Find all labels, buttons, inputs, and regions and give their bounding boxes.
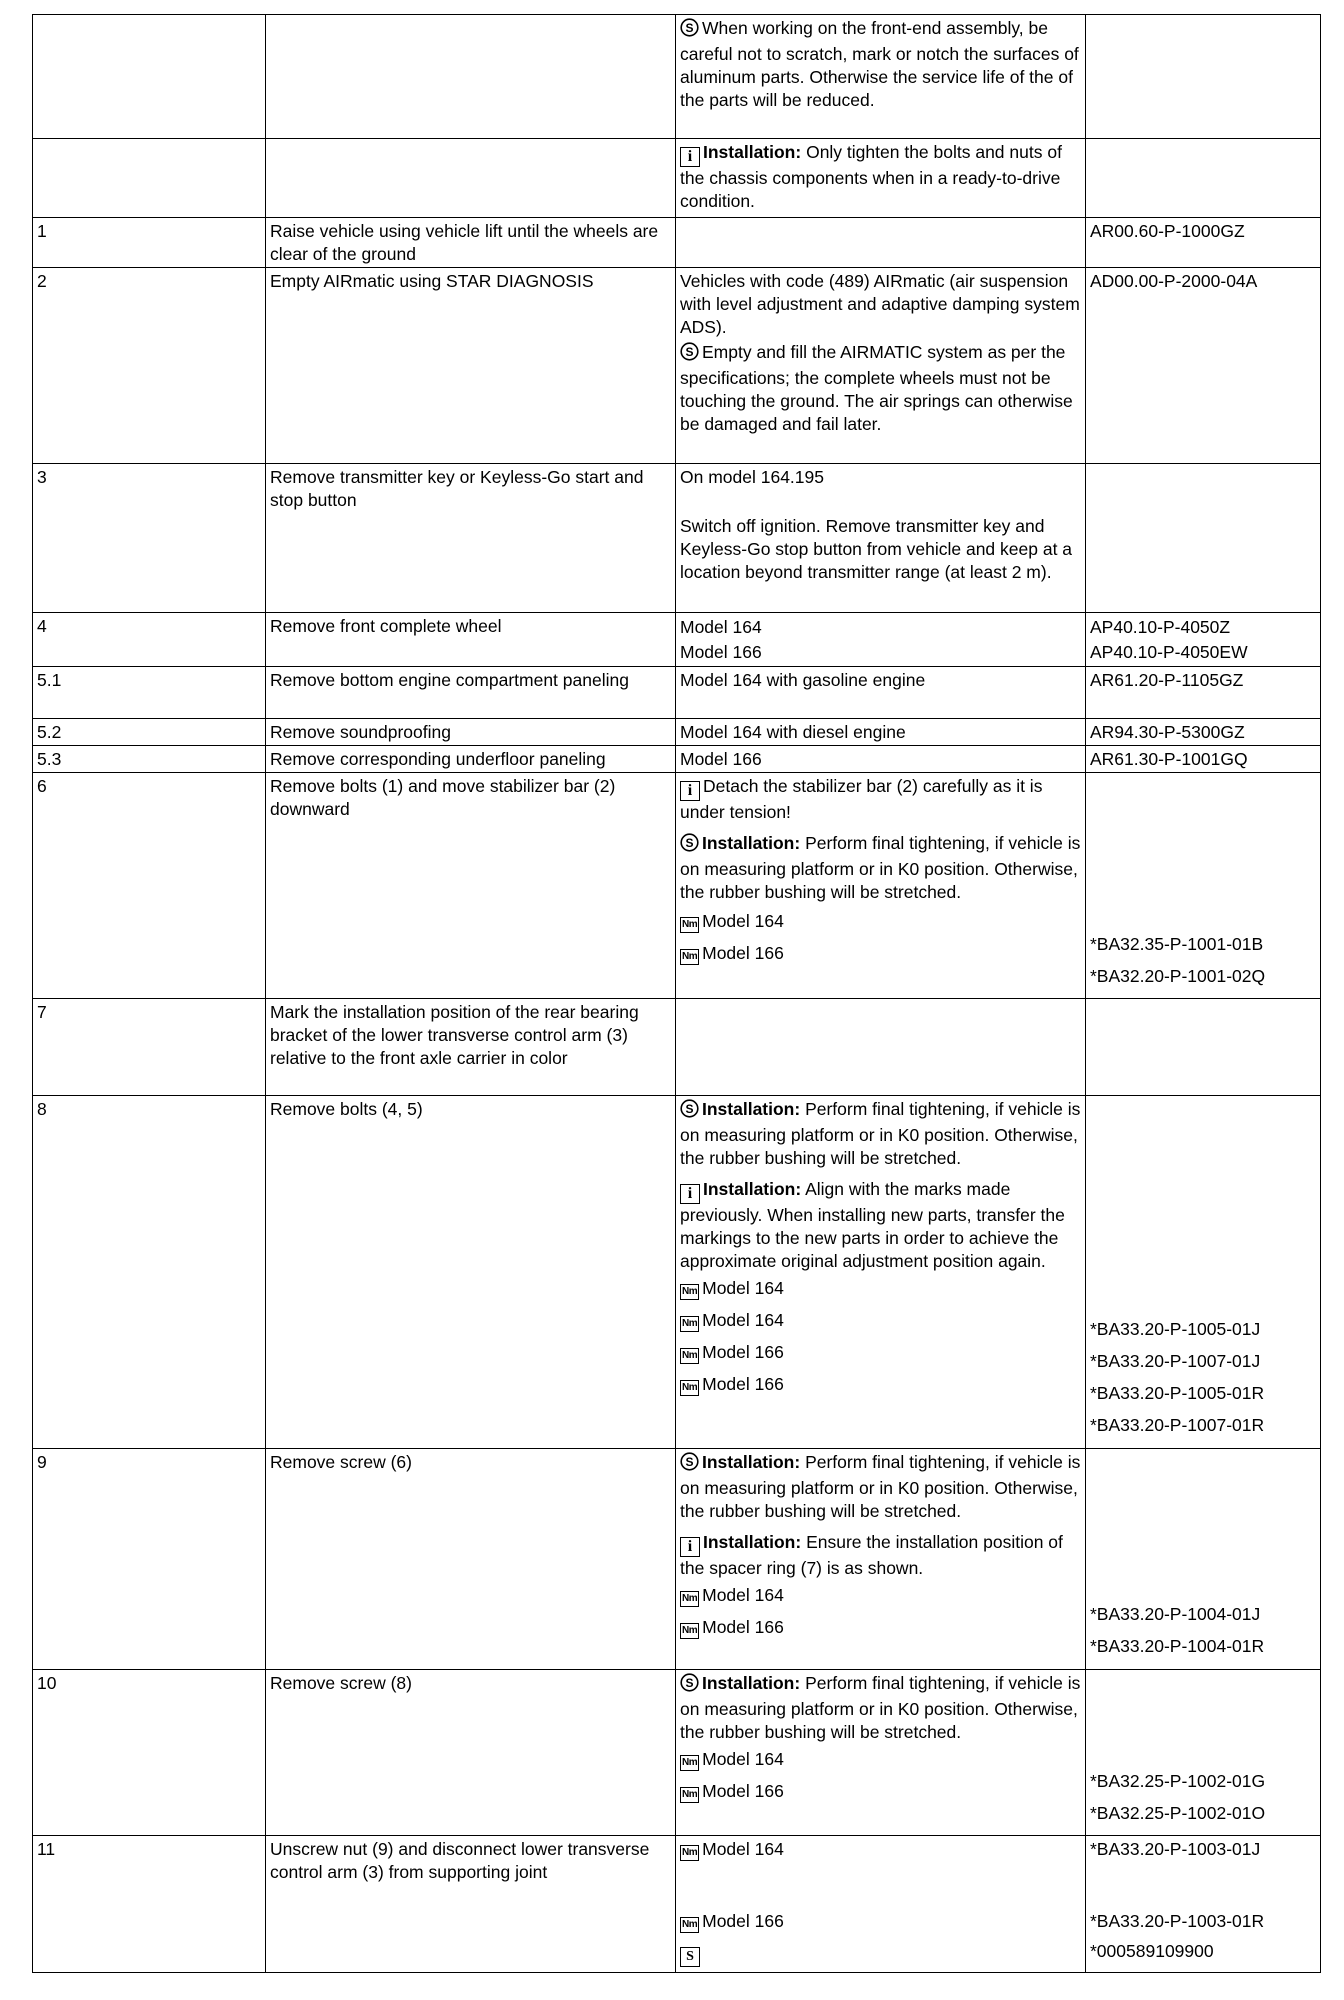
action-cell: Remove screw (6) (266, 1449, 676, 1670)
ref-cell (1086, 773, 1321, 999)
note-text: Empty and fill the AIRMATIC system as per the specifications; the complete wheels must not be touching the ground. The air springs can otherwise be damaged and fail later. (680, 342, 1073, 434)
action-cell: Remove front complete wheel (266, 613, 676, 667)
caution-icon (680, 342, 699, 367)
ref-cell (1086, 464, 1321, 613)
torque-icon: Nm (680, 1917, 699, 1933)
step-cell: 10 (33, 1670, 266, 1836)
table-row (33, 1836, 1321, 1973)
table-row (33, 1096, 1321, 1449)
step-cell: 5.1 (33, 667, 266, 719)
notes-cell (676, 139, 1086, 218)
notes-cell (676, 1449, 1086, 1670)
ref-cell (1086, 1836, 1321, 1973)
condition-text: Switch off ignition. Remove transmitter key and Keyless-Go stop button from vehicle and keep at a location beyond transmitter range (at least 2 m). (680, 516, 1073, 582)
torque-icon: Nm (680, 949, 699, 965)
note-label: Installation: (702, 833, 801, 853)
step-cell: 2 (33, 268, 266, 464)
model-text: Model 164 (702, 1310, 784, 1330)
table-row (33, 613, 1321, 667)
step-cell: 1 (33, 218, 266, 268)
ref-text: *BA33.20-P-1003-01R (1090, 1911, 1265, 1931)
info-icon: i (680, 147, 700, 167)
ref-cell: AD00.00-P-2000-04A (1086, 268, 1321, 464)
note-label: Installation: (702, 1673, 801, 1693)
step-cell (33, 139, 266, 218)
table-row (33, 218, 1321, 268)
step-cell (33, 15, 266, 139)
note-text: Perform final tightening, if vehicle is on measuring platform or in K0 position. Otherwise, the rubber bushing will be stretched. (680, 1673, 1081, 1742)
model-text: Model 166 (680, 642, 762, 662)
step-cell: 3 (33, 464, 266, 613)
svg-text:S: S (685, 1676, 694, 1690)
step-cell: 9 (33, 1449, 266, 1670)
torque-icon: Nm (680, 1284, 699, 1300)
svg-text:S: S (685, 1102, 694, 1116)
table-row (33, 667, 1321, 719)
torque-icon: Nm (680, 1755, 699, 1771)
ref-text: AP40.10-P-4050Z (1090, 617, 1231, 637)
model-text: Model 166 (702, 1911, 784, 1931)
ref-cell (1086, 15, 1321, 139)
caution-icon (680, 1673, 699, 1698)
note-text: Perform final tightening, if vehicle is on measuring platform or in K0 position. Otherwise, the rubber bushing will be stretched. (680, 833, 1081, 902)
procedure-table (32, 14, 1321, 1973)
ref-text: AP40.10-P-4050EW (1090, 642, 1248, 662)
step-cell: 5.2 (33, 719, 266, 746)
svg-text:S: S (685, 345, 694, 359)
note-text: Align with the marks made previously. When installing new parts, transfer the markings to the new parts in order to achieve the approximate original adjustment position again. (680, 1179, 1065, 1271)
table-row (33, 999, 1321, 1096)
caution-icon (680, 1099, 699, 1124)
notes-cell (676, 268, 1086, 464)
ref-text: *BA32.25-P-1002-01G (1090, 1771, 1266, 1791)
note-label: Installation: (703, 1532, 802, 1552)
note-label: Installation: (703, 1179, 802, 1199)
action-cell: Remove bolts (4, 5) (266, 1096, 676, 1449)
ref-cell: AR61.20-P-1105GZ (1086, 667, 1321, 719)
note-text: Detach the stabilizer bar (2) carefully as it is under tension! (680, 776, 1043, 822)
table-row (33, 746, 1321, 773)
torque-icon: Nm (680, 1623, 699, 1639)
action-cell: Mark the installation position of the rear bearing bracket of the lower transverse control arm (3) relative to the front axle carrier in color (266, 999, 676, 1096)
ref-cell (1086, 1670, 1321, 1836)
ref-text: *BA33.20-P-1007-01R (1090, 1415, 1265, 1435)
notes-cell (676, 218, 1086, 268)
ref-text: *000589109900 (1090, 1941, 1214, 1961)
action-cell: Remove corresponding underfloor paneling (266, 746, 676, 773)
notes-cell: Model 164 with gasoline engine (676, 667, 1086, 719)
note-text: When working on the front-end assembly, be careful not to scratch, mark or notch the surfaces of aluminum parts. Otherwise the service life of the of the parts will be reduced. (680, 18, 1079, 110)
ref-text: *BA33.20-P-1003-01J (1090, 1839, 1261, 1859)
ref-cell (1086, 139, 1321, 218)
info-icon: i (680, 1184, 700, 1204)
ref-text: *BA33.20-P-1005-01R (1090, 1383, 1265, 1403)
torque-icon: Nm (680, 1348, 699, 1364)
caution-icon (680, 1452, 699, 1477)
note-label: Installation: (703, 142, 802, 162)
table-row (33, 15, 1321, 139)
model-text: Model 166 (702, 1342, 784, 1362)
action-cell: Remove soundproofing (266, 719, 676, 746)
notes-cell (676, 1670, 1086, 1836)
notes-cell (676, 613, 1086, 667)
notes-cell (676, 1836, 1086, 1973)
model-text: Model 164 (702, 1278, 784, 1298)
ref-cell (1086, 1096, 1321, 1449)
torque-icon: Nm (680, 1845, 699, 1861)
model-text: Model 166 (702, 1617, 784, 1637)
torque-icon: Nm (680, 1787, 699, 1803)
torque-icon: Nm (680, 917, 699, 933)
ref-cell (1086, 999, 1321, 1096)
notes-cell (676, 999, 1086, 1096)
model-text: Model 164 (702, 1585, 784, 1605)
step-cell: 5.3 (33, 746, 266, 773)
notes-cell: Model 164 with diesel engine (676, 719, 1086, 746)
table-row (33, 773, 1321, 999)
ref-cell (1086, 613, 1321, 667)
action-cell (266, 15, 676, 139)
note-text: Perform final tightening, if vehicle is on measuring platform or in K0 position. Otherwise, the rubber bushing will be stretched. (680, 1099, 1081, 1168)
step-cell: 4 (33, 613, 266, 667)
info-icon: i (680, 1537, 700, 1557)
action-cell (266, 139, 676, 218)
note-label: Installation: (702, 1099, 801, 1119)
action-cell: Raise vehicle using vehicle lift until the wheels are clear of the ground (266, 218, 676, 268)
info-icon: i (680, 781, 700, 801)
special-tool-icon: S (680, 1947, 700, 1967)
step-cell: 7 (33, 999, 266, 1096)
model-text: Model 166 (702, 943, 784, 963)
model-text: Model 166 (702, 1781, 784, 1801)
caution-icon (680, 18, 699, 43)
ref-text: *BA33.20-P-1007-01J (1090, 1351, 1261, 1371)
svg-text:S: S (685, 1455, 694, 1469)
note-label: Installation: (702, 1452, 801, 1472)
notes-cell: Model 166 (676, 746, 1086, 773)
svg-text:S: S (685, 21, 694, 35)
table-row (33, 1670, 1321, 1836)
table-row (33, 719, 1321, 746)
notes-cell (676, 773, 1086, 999)
note-text: Only tighten the bolts and nuts of the chassis components when in a ready-to-drive condition. (680, 142, 1062, 211)
action-cell: Remove screw (8) (266, 1670, 676, 1836)
model-text: Model 166 (702, 1374, 784, 1394)
table-row (33, 1449, 1321, 1670)
caution-icon (680, 833, 699, 858)
notes-cell (676, 1096, 1086, 1449)
ref-cell: AR00.60-P-1000GZ (1086, 218, 1321, 268)
note-text: Ensure the installation position of the spacer ring (7) is as shown. (680, 1532, 1063, 1578)
action-cell: Remove bottom engine compartment paneling (266, 667, 676, 719)
svg-text:S: S (685, 836, 694, 850)
model-text: Model 164 (702, 1839, 784, 1859)
table-row (33, 139, 1321, 218)
ref-cell (1086, 1449, 1321, 1670)
ref-cell: AR61.30-P-1001GQ (1086, 746, 1321, 773)
ref-text: *BA32.25-P-1002-01O (1090, 1803, 1266, 1823)
ref-text: *BA32.35-P-1001-01B (1090, 934, 1264, 954)
step-cell: 8 (33, 1096, 266, 1449)
table-row (33, 268, 1321, 464)
action-cell: Unscrew nut (9) and disconnect lower transverse control arm (3) from supporting joint (266, 1836, 676, 1973)
notes-cell (676, 464, 1086, 613)
ref-text: *BA33.20-P-1004-01J (1090, 1604, 1261, 1624)
condition-text: Vehicles with code (489) AIRmatic (air suspension with level adjustment and adaptive damping system ADS). (680, 271, 1080, 337)
notes-cell (676, 15, 1086, 139)
action-cell: Remove transmitter key or Keyless-Go start and stop button (266, 464, 676, 613)
ref-cell: AR94.30-P-5300GZ (1086, 719, 1321, 746)
step-cell: 6 (33, 773, 266, 999)
torque-icon: Nm (680, 1316, 699, 1332)
model-text: Model 164 (680, 617, 762, 637)
model-text: Model 164 (702, 1749, 784, 1769)
ref-text: *BA33.20-P-1004-01R (1090, 1636, 1265, 1656)
torque-icon: Nm (680, 1380, 699, 1396)
action-cell: Empty AIRmatic using STAR DIAGNOSIS (266, 268, 676, 464)
action-cell: Remove bolts (1) and move stabilizer bar (2) downward (266, 773, 676, 999)
condition-text: On model 164.195 (680, 467, 824, 487)
note-text: Perform final tightening, if vehicle is on measuring platform or in K0 position. Otherwise, the rubber bushing will be stretched. (680, 1452, 1081, 1521)
model-text: Model 164 (702, 911, 784, 931)
torque-icon: Nm (680, 1591, 699, 1607)
ref-text: *BA32.20-P-1001-02Q (1090, 966, 1266, 986)
ref-text: *BA33.20-P-1005-01J (1090, 1319, 1261, 1339)
table-row (33, 464, 1321, 613)
step-cell: 11 (33, 1836, 266, 1973)
